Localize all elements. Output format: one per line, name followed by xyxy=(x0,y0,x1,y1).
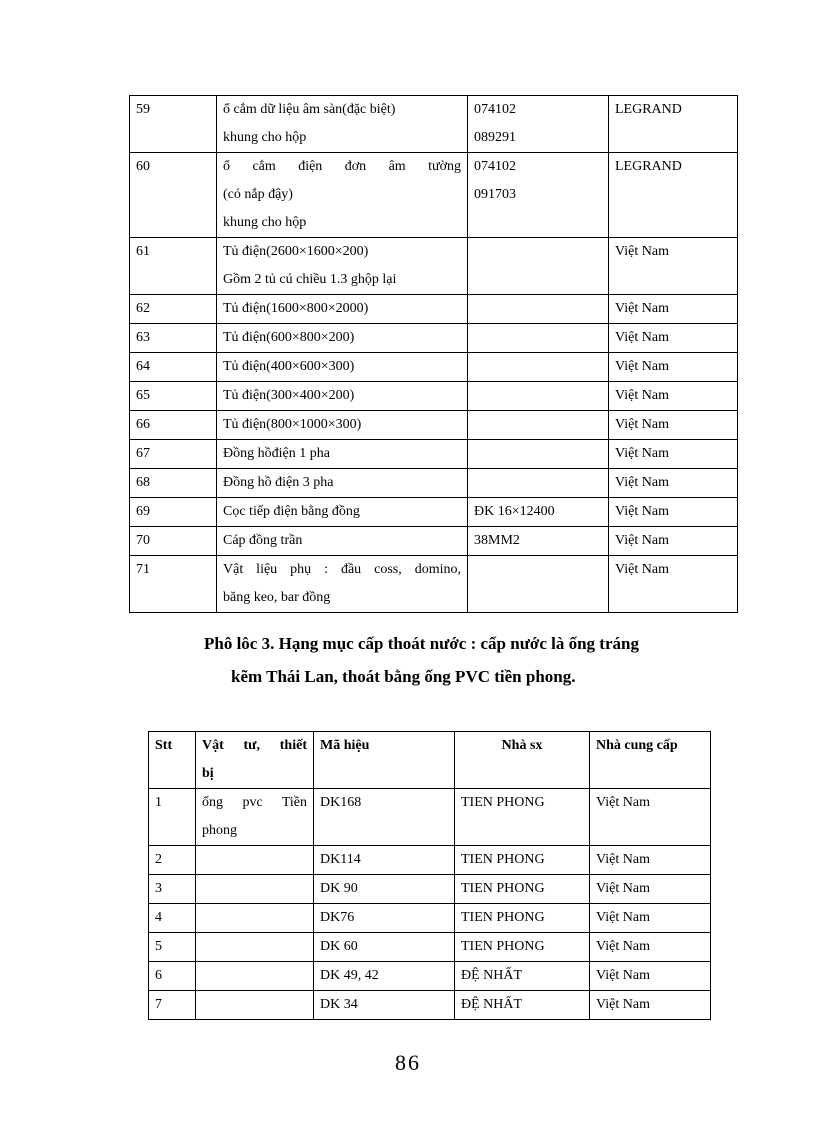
description-cell: Tủ điện(400×600×300) xyxy=(217,353,468,382)
header-maker: Nhà sx xyxy=(455,732,590,789)
stt-cell: 71 xyxy=(130,556,217,613)
description-cell: Tủ điện(800×1000×300) xyxy=(217,411,468,440)
stt-cell: 5 xyxy=(149,933,196,962)
stt-cell: 60 xyxy=(130,153,217,238)
code-cell: DK76 xyxy=(314,904,455,933)
table-row xyxy=(130,324,738,353)
stt-cell: 6 xyxy=(149,962,196,991)
stt-cell: 61 xyxy=(130,238,217,295)
table-row xyxy=(149,933,711,962)
code-cell: DK114 xyxy=(314,846,455,875)
table-row xyxy=(130,96,738,153)
section-heading-line2: kẽm Thái Lan, thoát bằng ống PVC tiền phong. xyxy=(231,667,576,686)
code-cell: 38MM2 xyxy=(468,527,609,556)
code-cell: 074102 089291 xyxy=(468,96,609,153)
stt-cell: 63 xyxy=(130,324,217,353)
stt-cell: 67 xyxy=(130,440,217,469)
origin-cell: Việt Nam xyxy=(609,353,738,382)
page-number: 86 xyxy=(395,1050,421,1075)
description-cell: Tủ điện(1600×800×2000) xyxy=(217,295,468,324)
origin-cell: Việt Nam xyxy=(609,295,738,324)
supplier-cell: Việt Nam xyxy=(590,875,711,904)
code-cell: DK 60 xyxy=(314,933,455,962)
stt-cell: 1 xyxy=(149,789,196,846)
table-row xyxy=(130,382,738,411)
origin-cell: Việt Nam xyxy=(609,411,738,440)
stt-cell: 66 xyxy=(130,411,217,440)
maker-cell: TIEN PHONG xyxy=(455,789,590,846)
origin-cell: Việt Nam xyxy=(609,382,738,411)
table-row xyxy=(149,962,711,991)
table-row xyxy=(149,875,711,904)
code-cell xyxy=(468,469,609,498)
item-cell xyxy=(196,846,314,875)
code-cell xyxy=(468,238,609,295)
materials-table-water xyxy=(148,731,711,1020)
item-cell xyxy=(196,991,314,1020)
supplier-cell: Việt Nam xyxy=(590,789,711,846)
header-item: Vật tư, thiết bị xyxy=(196,732,314,789)
stt-cell: 62 xyxy=(130,295,217,324)
description-cell: ổ cắm dữ liệu âm sàn(đặc biệt) khung cho hộp xyxy=(217,96,468,153)
item-cell xyxy=(196,962,314,991)
description-cell: Tủ điện(2600×1600×200) Gồm 2 tủ cú chiều 1.3 ghộp lại xyxy=(217,238,468,295)
code-cell xyxy=(468,353,609,382)
stt-cell: 64 xyxy=(130,353,217,382)
code-cell xyxy=(468,556,609,613)
code-cell: DK 49, 42 xyxy=(314,962,455,991)
item-cell xyxy=(196,933,314,962)
code-cell xyxy=(468,324,609,353)
stt-cell: 70 xyxy=(130,527,217,556)
origin-cell: LEGRAND xyxy=(609,96,738,153)
maker-cell: ĐỆ NHẤT xyxy=(455,962,590,991)
table-row xyxy=(130,469,738,498)
stt-cell: 7 xyxy=(149,991,196,1020)
table-row xyxy=(149,846,711,875)
description-cell: Cáp đồng trần xyxy=(217,527,468,556)
stt-cell: 2 xyxy=(149,846,196,875)
table-row xyxy=(130,556,738,613)
item-cell xyxy=(196,875,314,904)
code-cell xyxy=(468,382,609,411)
code-cell: ĐK 16×12400 xyxy=(468,498,609,527)
origin-cell: Việt Nam xyxy=(609,324,738,353)
origin-cell: Việt Nam xyxy=(609,556,738,613)
header-code: Mã hiệu xyxy=(314,732,455,789)
maker-cell: TIEN PHONG xyxy=(455,904,590,933)
table-row xyxy=(130,153,738,238)
origin-cell: Việt Nam xyxy=(609,440,738,469)
description-cell: Đồng hồ điện 3 pha xyxy=(217,469,468,498)
stt-cell: 59 xyxy=(130,96,217,153)
description-cell: Cọc tiếp điện bằng đồng xyxy=(217,498,468,527)
supplier-cell: Việt Nam xyxy=(590,933,711,962)
code-cell xyxy=(468,440,609,469)
maker-cell: ĐỆ NHẤT xyxy=(455,991,590,1020)
stt-cell: 68 xyxy=(130,469,217,498)
origin-cell: LEGRAND xyxy=(609,153,738,238)
code-cell: DK168 xyxy=(314,789,455,846)
item-cell xyxy=(196,904,314,933)
code-cell xyxy=(468,295,609,324)
stt-cell: 65 xyxy=(130,382,217,411)
table-row xyxy=(149,904,711,933)
table-row xyxy=(130,353,738,382)
stt-cell: 69 xyxy=(130,498,217,527)
code-cell xyxy=(468,411,609,440)
supplier-cell: Việt Nam xyxy=(590,904,711,933)
origin-cell: Việt Nam xyxy=(609,469,738,498)
section-heading-line1: Phô lôc 3. Hạng mục cấp thoát nước : cấp nước là ống tráng xyxy=(204,634,639,653)
maker-cell: TIEN PHONG xyxy=(455,933,590,962)
maker-cell: TIEN PHONG xyxy=(455,846,590,875)
table-header-row xyxy=(149,732,711,789)
header-stt: Stt xyxy=(149,732,196,789)
description-cell: Tủ điện(600×800×200) xyxy=(217,324,468,353)
description-cell: Đồng hồđiện 1 pha xyxy=(217,440,468,469)
item-cell: ống pvc Tiền phong xyxy=(196,789,314,846)
table-row xyxy=(130,440,738,469)
table-row xyxy=(130,411,738,440)
supplier-cell: Việt Nam xyxy=(590,991,711,1020)
materials-table-electrical xyxy=(129,95,738,613)
description-cell: Tủ điện(300×400×200) xyxy=(217,382,468,411)
supplier-cell: Việt Nam xyxy=(590,962,711,991)
code-cell: DK 34 xyxy=(314,991,455,1020)
origin-cell: Việt Nam xyxy=(609,238,738,295)
table-row xyxy=(149,789,711,846)
description-cell: Vật liệu phụ : đầu coss, domino, băng keo, bar đồng xyxy=(217,556,468,613)
origin-cell: Việt Nam xyxy=(609,527,738,556)
table-row xyxy=(130,295,738,324)
description-cell: ổ cắm điện đơn âm tường (có nắp đậy) khung cho hộp xyxy=(217,153,468,238)
table-row xyxy=(130,238,738,295)
origin-cell: Việt Nam xyxy=(609,498,738,527)
header-supplier: Nhà cung cấp xyxy=(590,732,711,789)
stt-cell: 4 xyxy=(149,904,196,933)
table-row xyxy=(130,498,738,527)
maker-cell: TIEN PHONG xyxy=(455,875,590,904)
code-cell: DK 90 xyxy=(314,875,455,904)
table-row xyxy=(149,991,711,1020)
table-row xyxy=(130,527,738,556)
supplier-cell: Việt Nam xyxy=(590,846,711,875)
stt-cell: 3 xyxy=(149,875,196,904)
code-cell: 074102 091703 xyxy=(468,153,609,238)
